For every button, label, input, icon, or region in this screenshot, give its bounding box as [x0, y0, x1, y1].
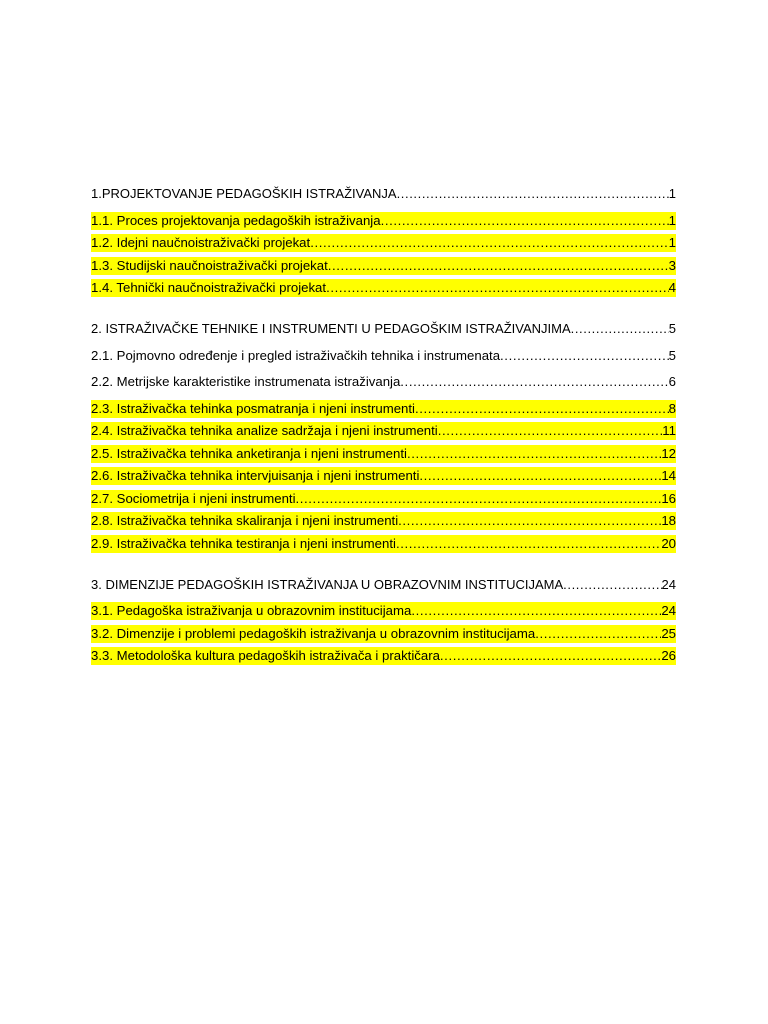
- toc-entry-title: 2.7. Sociometrija i njeni instrumenti: [91, 490, 296, 506]
- toc-entry-title: 3.1. Pedagoška istraživanja u obrazovnim institucijama: [91, 603, 412, 618]
- toc-entry-title: 3. DIMENZIJE PEDAGOŠKIH ISTRAŽIVANJA U OBRAZOVNIM INSTITUCIJAMA: [91, 576, 564, 592]
- toc-dot-leader: [310, 234, 668, 252]
- toc-entry[interactable]: [91, 467, 676, 485]
- toc-dot-leader: [397, 181, 669, 208]
- toc-section: [91, 316, 676, 553]
- toc-entry-title: 2.6. Istraživačka tehnika intervjuisanja i njeni instrumenti: [91, 468, 420, 483]
- toc-entry[interactable]: [91, 422, 676, 440]
- toc-dot-leader: [535, 625, 661, 643]
- toc-entry-title: 2.2. Metrijske karakteristike instrumenata istraživanja: [91, 374, 401, 389]
- toc-entry-page-number: 16: [661, 490, 676, 506]
- toc-heading-entry[interactable]: [91, 572, 676, 599]
- toc-entry-page-number: 12: [661, 445, 676, 461]
- toc-entry-page-number: 25: [661, 625, 676, 641]
- toc-entry[interactable]: [91, 445, 676, 463]
- toc-entry-page-number: 18: [661, 513, 676, 528]
- toc-entry-page-number: 5: [668, 321, 676, 336]
- toc-entry[interactable]: [91, 490, 676, 508]
- toc-entry[interactable]: [91, 257, 676, 275]
- toc-entry[interactable]: [91, 400, 676, 418]
- toc-entry[interactable]: [91, 212, 676, 230]
- toc-heading-entry[interactable]: [91, 316, 676, 343]
- toc-dot-leader: [419, 467, 661, 485]
- toc-section: [91, 572, 676, 666]
- toc-entry-title: 2.8. Istraživačka tehnika skaliranja i njeni instrumenti: [91, 513, 399, 528]
- toc-entry-page-number: 24: [661, 603, 676, 618]
- toc-entry[interactable]: [91, 512, 676, 530]
- toc-entry-title: 3.2. Dimenzije i problemi pedagoških istraživanja u obrazovnim institucijama: [91, 625, 536, 641]
- toc-dot-leader: [407, 445, 661, 463]
- toc-dot-leader: [411, 602, 661, 620]
- toc-entry-title: 2.9. Istraživačka tehnika testiranja i njeni instrumenti: [91, 535, 396, 551]
- toc-entry-page-number: 1: [668, 212, 676, 228]
- toc-dot-leader: [400, 369, 668, 396]
- toc-heading-entry[interactable]: [91, 181, 676, 208]
- toc-entry[interactable]: [91, 343, 676, 370]
- toc-entry-page-number: 4: [668, 280, 676, 295]
- toc-entry[interactable]: [91, 369, 676, 396]
- toc-entry[interactable]: [91, 647, 676, 665]
- toc-entry[interactable]: [91, 234, 676, 252]
- toc-entry-title: 1.2. Idejni naučnoistraživački projekat: [91, 235, 311, 250]
- toc-entry-page-number: 20: [661, 535, 676, 551]
- toc-entry-title: 1.3. Studijski naučnoistraživački projekat: [91, 257, 328, 273]
- toc-dot-leader: [381, 212, 669, 230]
- toc-entry-title: 2.4. Istraživačka tehnika analize sadržaja i njeni instrumenti: [91, 423, 438, 438]
- toc-entry-page-number: 24: [661, 576, 676, 592]
- toc-entry[interactable]: [91, 535, 676, 553]
- toc-dot-leader: [415, 400, 669, 418]
- toc-entry-title: 1.1. Proces projektovanja pedagoških istraživanja: [91, 212, 381, 228]
- toc-entry-title: 2.5. Istraživačka tehnika anketiranja i njeni instrumenti: [91, 445, 407, 461]
- toc-entry-title: 2.1. Pojmovno određenje i pregled istraživačkih tehnika i instrumenata: [91, 347, 501, 363]
- toc-dot-leader: [326, 279, 669, 297]
- toc-dot-leader: [440, 647, 661, 665]
- toc-entry-title: 1.PROJEKTOVANJE PEDAGOŠKIH ISTRAŽIVANJA: [91, 186, 397, 201]
- toc-dot-leader: [398, 512, 661, 530]
- toc-entry-title: 1.4. Tehnički naučnoistraživački projekat: [91, 280, 327, 295]
- table-of-contents: [91, 181, 676, 684]
- toc-entry-page-number: 14: [661, 468, 676, 483]
- toc-entry-title: 2.3. Istraživačka tehinka posmatranja i njeni instrumenti: [91, 400, 415, 416]
- toc-entry-page-number: 26: [661, 648, 676, 663]
- toc-dot-leader: [328, 257, 669, 275]
- toc-entry[interactable]: [91, 602, 676, 620]
- toc-entry-title: 3.3. Metodološka kultura pedagoških istraživača i praktičara: [91, 648, 440, 663]
- toc-dot-leader: [563, 572, 661, 599]
- toc-dot-leader: [500, 343, 669, 370]
- toc-entry[interactable]: [91, 625, 676, 643]
- toc-entry-page-number: 8: [668, 400, 676, 416]
- toc-section: [91, 181, 676, 297]
- toc-entry-title: 2. ISTRAŽIVAČKE TEHNIKE I INSTRUMENTI U PEDAGOŠKIM ISTRAŽIVANJIMA: [91, 321, 571, 336]
- toc-entry-page-number: 3: [668, 257, 676, 273]
- toc-entry-page-number: 6: [668, 374, 676, 389]
- toc-entry-page-number: 1: [668, 235, 676, 250]
- toc-entry-page-number: 5: [668, 347, 676, 363]
- toc-dot-leader: [396, 535, 661, 553]
- toc-dot-leader: [438, 422, 663, 440]
- toc-dot-leader: [571, 316, 669, 343]
- toc-entry-page-number: 11: [662, 423, 676, 438]
- toc-entry-page-number: 1: [668, 186, 676, 201]
- toc-dot-leader: [296, 490, 662, 508]
- toc-entry[interactable]: [91, 279, 676, 297]
